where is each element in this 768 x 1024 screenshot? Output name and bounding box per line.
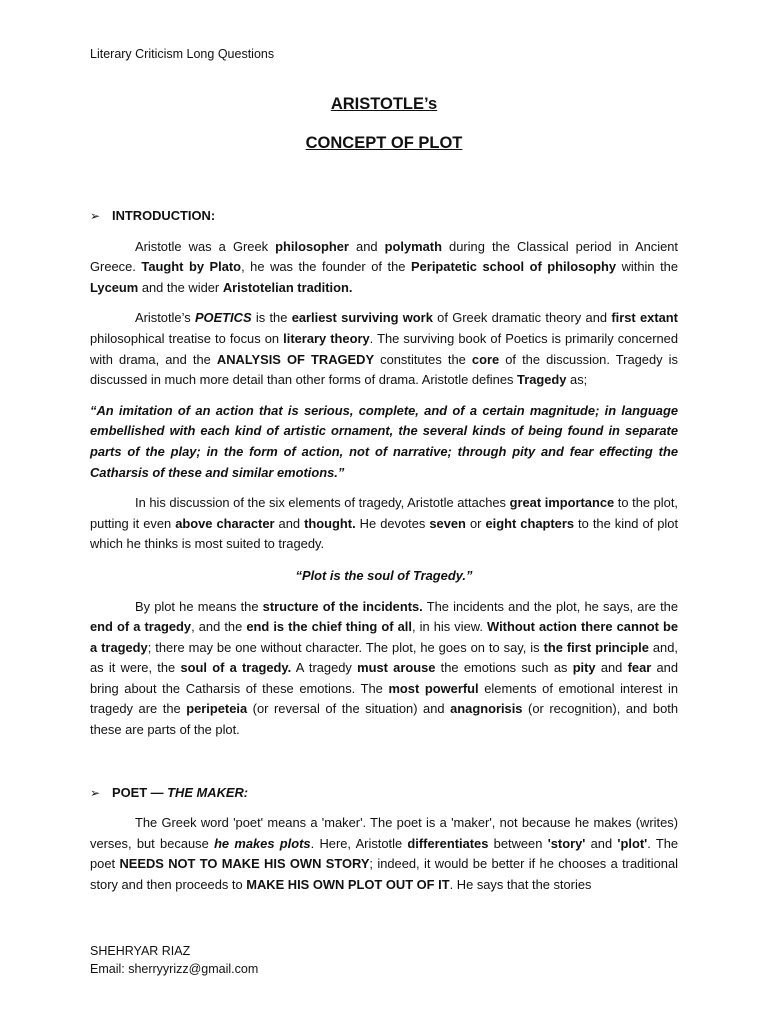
text-run: 'story' — [547, 835, 586, 851]
title-line-1: ARISTOTLE’s — [330, 95, 438, 113]
page-footer — [90, 942, 258, 978]
text-run: constitutes the — [374, 351, 472, 367]
paragraph-intro-2 — [90, 308, 678, 390]
text-run: The incidents and the plot, he says, are the — [422, 598, 678, 614]
text-run: eight chapters — [485, 515, 575, 531]
text-run: to the kind of plot which he thinks is most suited to tragedy. — [90, 515, 679, 552]
arrow-bullet-icon: ➢ — [90, 209, 101, 223]
text-run: of the discussion. Tragedy is discussed in much more detail than other forms of drama. Aristotle defines — [90, 351, 678, 388]
text-run: ANALYSIS OF TRAGEDY — [216, 351, 375, 367]
text-run: . The poet — [90, 835, 679, 872]
text-run: great importance — [509, 495, 615, 511]
text-run: . Here, Aristotle — [310, 835, 408, 851]
text-run: MAKE HIS OWN PLOT OUT OF IT — [246, 877, 450, 893]
text-run: In his discussion of the six elements of tragedy, Aristotle attaches — [135, 495, 510, 511]
author-name: SHEHRYAR RIAZ — [90, 944, 191, 958]
text-run: The Greek word 'poet' means a 'maker'. The poet is a 'maker', not because he makes (writes) verses, but because — [90, 815, 678, 851]
text-run: the first principle — [543, 639, 649, 655]
text-run: anagnorisis — [450, 701, 523, 717]
text-run: Aristotle’s — [135, 310, 195, 326]
text-run: and — [585, 835, 618, 851]
text-run: He devotes — [355, 515, 430, 531]
text-run: NEEDS NOT TO MAKE HIS OWN STORY — [119, 856, 370, 872]
paragraph-intro-3 — [90, 493, 678, 555]
text-run: during the Classical period in Ancient Greece. — [90, 238, 679, 275]
text-run: (or recognition), and both these are parts of the plot. — [90, 701, 678, 738]
text-run: literary theory — [283, 330, 370, 346]
text-run: first extant — [611, 310, 678, 326]
section-heading-poet-the-maker — [90, 783, 678, 804]
arrow-bullet-icon: ➢ — [90, 785, 101, 800]
paragraph-intro-1 — [90, 237, 678, 299]
text-run: and, as it were, the — [90, 639, 678, 676]
text-run: end of a tragedy — [90, 619, 192, 635]
text-run: end is the chief thing of all — [246, 619, 412, 635]
text-run: or — [465, 515, 486, 531]
text-run: ; indeed, it would be better if he chooses a traditional story and then proceeds to — [90, 856, 678, 893]
title-line-2: CONCEPT OF PLOT — [305, 134, 463, 152]
text-run: 'plot' — [617, 835, 648, 851]
text-run: and the wider — [138, 279, 223, 295]
text-run: as; — [566, 372, 588, 388]
running-header: Literary Criticism Long Questions — [90, 47, 275, 61]
paragraph-intro-4 — [90, 597, 678, 741]
document-page — [90, 0, 678, 1024]
tragedy-definition-quote: “An imitation of an action that is serious, complete, and of a certain magnitude; in language embellished with each kind of artistic ornament, the several kinds of being found in separate parts of the play; in the form of action, not of narrative; through pity and fear effecting the Catharsis of these and similar emotions.” — [90, 402, 678, 480]
text-run: Without action there cannot be a tragedy — [90, 619, 678, 655]
text-run: must arouse — [357, 660, 436, 676]
text-run: and — [274, 515, 305, 531]
text-run: of Greek dramatic theory and — [432, 310, 612, 326]
text-run: , and the — [191, 619, 247, 635]
text-run: soul of a tragedy. — [180, 660, 292, 676]
text-run: . He says that the stories — [449, 877, 592, 893]
text-run: differentiates — [407, 835, 489, 851]
text-run: most powerful — [388, 680, 479, 696]
text-run: . The surviving book of Poetics is primarily concerned with drama, and the — [90, 330, 678, 367]
text-run: Peripatetic school of philosophy — [411, 259, 617, 275]
text-run: between — [488, 835, 548, 851]
text-run: Aristotle was a Greek — [135, 238, 276, 254]
text-run: (or reversal of the situation) and — [247, 701, 451, 717]
text-run: Tragedy — [517, 372, 567, 388]
section-heading-italic: THE MAKER: — [167, 784, 249, 800]
text-run: Aristotelian tradition. — [222, 279, 353, 295]
text-run: peripeteia — [186, 701, 248, 717]
text-run: POETICS — [194, 310, 252, 326]
text-run: he makes plots — [214, 835, 311, 851]
text-run: core — [471, 351, 500, 367]
document-body — [90, 206, 678, 896]
text-run: fear — [627, 660, 652, 676]
soul-of-tragedy-quote: “Plot is the soul of Tragedy.” — [295, 567, 473, 583]
text-run: earliest surviving work — [291, 310, 433, 326]
text-run: , he was the founder of the — [241, 259, 412, 275]
text-run: and — [348, 238, 385, 254]
text-run: thought. — [304, 515, 356, 531]
text-run: philosopher — [275, 238, 349, 254]
text-run: polymath — [384, 238, 442, 254]
text-run: and — [595, 660, 628, 676]
section-heading-text: INTRODUCTION: — [112, 208, 216, 223]
text-run: the emotions such as — [435, 660, 573, 676]
text-run: seven — [429, 515, 466, 531]
text-run: pity — [572, 660, 596, 676]
text-run: Lyceum — [90, 279, 139, 295]
text-run: within the — [616, 259, 678, 275]
section-heading-introduction — [90, 206, 678, 227]
author-email: Email: sherryyrizz@gmail.com — [90, 962, 259, 976]
text-run: and bring about the Catharsis of these emotions. The — [90, 660, 679, 696]
text-run: to the plot, putting it even — [90, 495, 678, 531]
text-run: Taught by Plato — [141, 259, 242, 275]
text-run: above character — [175, 515, 275, 531]
text-run: philosophical treatise to focus on — [90, 330, 284, 346]
text-run: A tragedy — [291, 660, 358, 676]
text-run: elements of emotional interest in tragedy are the — [90, 680, 678, 717]
text-run: , in his view. — [411, 619, 488, 635]
text-run: ; there may be one without character. The plot, he goes on to say, is — [147, 639, 544, 655]
text-run: structure of the incidents. — [262, 598, 423, 614]
text-run: By plot he means the — [135, 598, 263, 614]
section-heading-prefix: POET — — [112, 784, 168, 800]
text-run: is the — [251, 310, 292, 326]
paragraph-poet-1 — [90, 813, 678, 895]
